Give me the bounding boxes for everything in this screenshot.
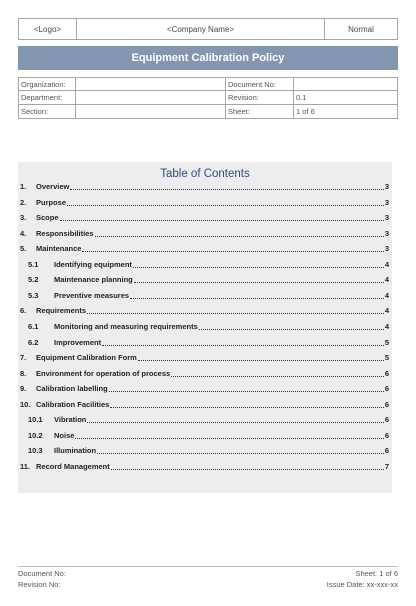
toc-entry-number: 7. [20, 353, 27, 363]
toc-entry-page: 5 [384, 353, 389, 363]
toc-entry-page: 6 [384, 384, 389, 394]
toc-entry[interactable] [18, 229, 392, 241]
toc-entry-page: 6 [384, 368, 389, 378]
toc-entry-page: 3 [384, 244, 389, 254]
department-label: Department: [19, 91, 76, 103]
document-no-value [294, 78, 397, 90]
toc-entry-text: Purpose [36, 197, 67, 207]
toc-entry-text: Responsibilities [36, 228, 94, 238]
toc-entry-number: 9. [20, 384, 27, 394]
section-label: Section: [19, 105, 76, 118]
toc-entry-number: 6. [20, 306, 27, 316]
toc-entry-number: 3. [20, 213, 27, 223]
table-of-contents [18, 162, 392, 493]
toc-entry-number: 4. [20, 228, 27, 238]
toc-entry[interactable] [18, 338, 392, 350]
toc-entry-text: Calibration Facilities [36, 399, 110, 409]
toc-title: Table of Contents [160, 168, 250, 180]
sheet-value: 1 of 6 [296, 106, 315, 116]
revision-value: 0.1 [296, 92, 307, 102]
toc-entry-number: 5. [20, 244, 27, 254]
toc-entry-page: 6 [384, 399, 389, 409]
footer-row-2 [18, 580, 398, 589]
toc-entry-text: Monitoring and measuring requirements [54, 321, 198, 331]
toc-entry-page: 7 [384, 461, 389, 471]
sheet-label: Sheet: [226, 105, 294, 118]
toc-entry[interactable] [18, 462, 392, 474]
toc-entry-leader [199, 329, 384, 330]
toc-entry-leader [75, 438, 384, 439]
document-status: Normal [348, 24, 374, 34]
toc-entry[interactable] [18, 291, 392, 303]
organization-label: Organization: [19, 78, 76, 90]
toc-entry-number: 11. [20, 461, 31, 471]
toc-entry-leader [171, 376, 384, 377]
footer-document-no: Document No: [18, 569, 66, 578]
toc-entry[interactable] [18, 446, 392, 458]
toc-entry-leader [110, 407, 384, 408]
toc-entry-leader [111, 469, 384, 470]
toc-entry-leader [87, 422, 384, 423]
company-name: <Company Name> [77, 19, 325, 39]
toc-entry-number: 6.1 [28, 321, 39, 331]
toc-entry-text: Maintenance [36, 244, 82, 254]
toc-entry-text: Vibration [54, 415, 87, 425]
toc-entry-page: 4 [384, 275, 389, 285]
header-table [18, 18, 398, 40]
document-no-label: Document No: [226, 78, 294, 90]
revision-label: Revision: [226, 91, 294, 103]
document-title: Equipment Calibration Policy [18, 46, 398, 70]
toc-entry-leader [133, 267, 384, 268]
toc-entry-number: 5.2 [28, 275, 39, 285]
toc-entry-leader [97, 453, 384, 454]
toc-entry-page: 4 [384, 306, 389, 316]
toc-entry[interactable] [18, 369, 392, 381]
toc-entry[interactable] [18, 384, 392, 396]
toc-entry-text: Record Management [36, 461, 110, 471]
toc-entry-text: Improvement [54, 337, 102, 347]
toc-entry-number: 10.2 [28, 430, 43, 440]
toc-entry-leader [102, 345, 384, 346]
toc-entry-page: 6 [384, 415, 389, 425]
toc-entry-text: Overview [36, 182, 70, 191]
toc-entry-number: 8. [20, 368, 27, 378]
info-row-organization [19, 78, 397, 91]
toc-entry-leader [138, 360, 384, 361]
info-row-department [19, 91, 397, 104]
toc-entry-number: 5.3 [28, 290, 39, 300]
info-row-section [19, 105, 397, 118]
toc-entry-page: 4 [384, 321, 389, 331]
toc-entry[interactable] [18, 198, 392, 210]
department-value [76, 91, 226, 103]
toc-entry-number: 10.1 [28, 415, 43, 425]
organization-value [76, 78, 226, 90]
logo-placeholder: <Logo> [19, 19, 77, 39]
toc-entry-number: 5.1 [28, 259, 39, 269]
toc-entry-leader [130, 298, 384, 299]
toc-entry-page: 3 [384, 228, 389, 238]
toc-entry-number: 2. [20, 197, 27, 207]
toc-entry-page: 6 [384, 446, 389, 456]
footer-revision-no: Revision No: [18, 580, 61, 589]
toc-entry-leader [109, 391, 384, 392]
toc-entry[interactable] [18, 244, 392, 256]
toc-entry[interactable] [18, 260, 392, 272]
toc-entry-text: Equipment Calibration Form [36, 353, 137, 363]
toc-entry[interactable] [18, 213, 392, 225]
toc-entry[interactable] [18, 431, 392, 443]
toc-entry-leader [60, 220, 384, 221]
footer-sheet: Sheet: 1 of 6 [355, 569, 398, 578]
toc-entry-page: 4 [384, 290, 389, 300]
toc-entry-text: Illumination [54, 446, 97, 456]
toc-entry[interactable] [18, 415, 392, 427]
toc-entry-text: Scope [36, 213, 59, 223]
footer-divider [18, 566, 398, 567]
toc-entry-leader [87, 313, 384, 314]
toc-entry-page: 6 [384, 430, 389, 440]
toc-entry-text: Maintenance planning [54, 275, 133, 285]
toc-entry-number: 10. [20, 399, 31, 409]
toc-entry-page: 3 [384, 213, 389, 223]
toc-entry[interactable] [18, 322, 392, 334]
toc-entry-text: Identifying equipment [54, 259, 132, 269]
toc-entry-leader [70, 189, 384, 190]
footer-issue-date: Issue Date: xx-xxx-xx [326, 580, 398, 589]
toc-entry-number: 6.2 [28, 337, 39, 347]
toc-entry-text: Environment for operation of process [36, 368, 171, 378]
toc-entry[interactable] [18, 400, 392, 412]
toc-entry-text: Preventive measures [54, 290, 130, 300]
toc-entry[interactable] [18, 353, 392, 365]
toc-entry-leader [95, 236, 384, 237]
toc-entry[interactable] [18, 182, 392, 194]
toc-entry[interactable] [18, 275, 392, 287]
toc-entry-page: 4 [384, 259, 389, 269]
toc-entry-leader [134, 282, 384, 283]
toc-entry-page: 3 [384, 182, 389, 191]
toc-entry-text: Noise [54, 430, 75, 440]
toc-entry-text: Requirements [36, 306, 87, 316]
toc-entry-page: 5 [384, 337, 389, 347]
toc-entry-number: 10.3 [28, 446, 43, 456]
toc-entry-leader [67, 205, 384, 206]
toc-entry-text: Calibration labelling [36, 384, 108, 394]
toc-entry[interactable] [18, 306, 392, 318]
toc-entry-page: 3 [384, 197, 389, 207]
toc-entry-leader [82, 251, 384, 252]
info-table [18, 77, 398, 119]
toc-entry-number: 1. [20, 182, 27, 191]
section-value [76, 105, 226, 118]
footer-row-1 [18, 569, 398, 578]
